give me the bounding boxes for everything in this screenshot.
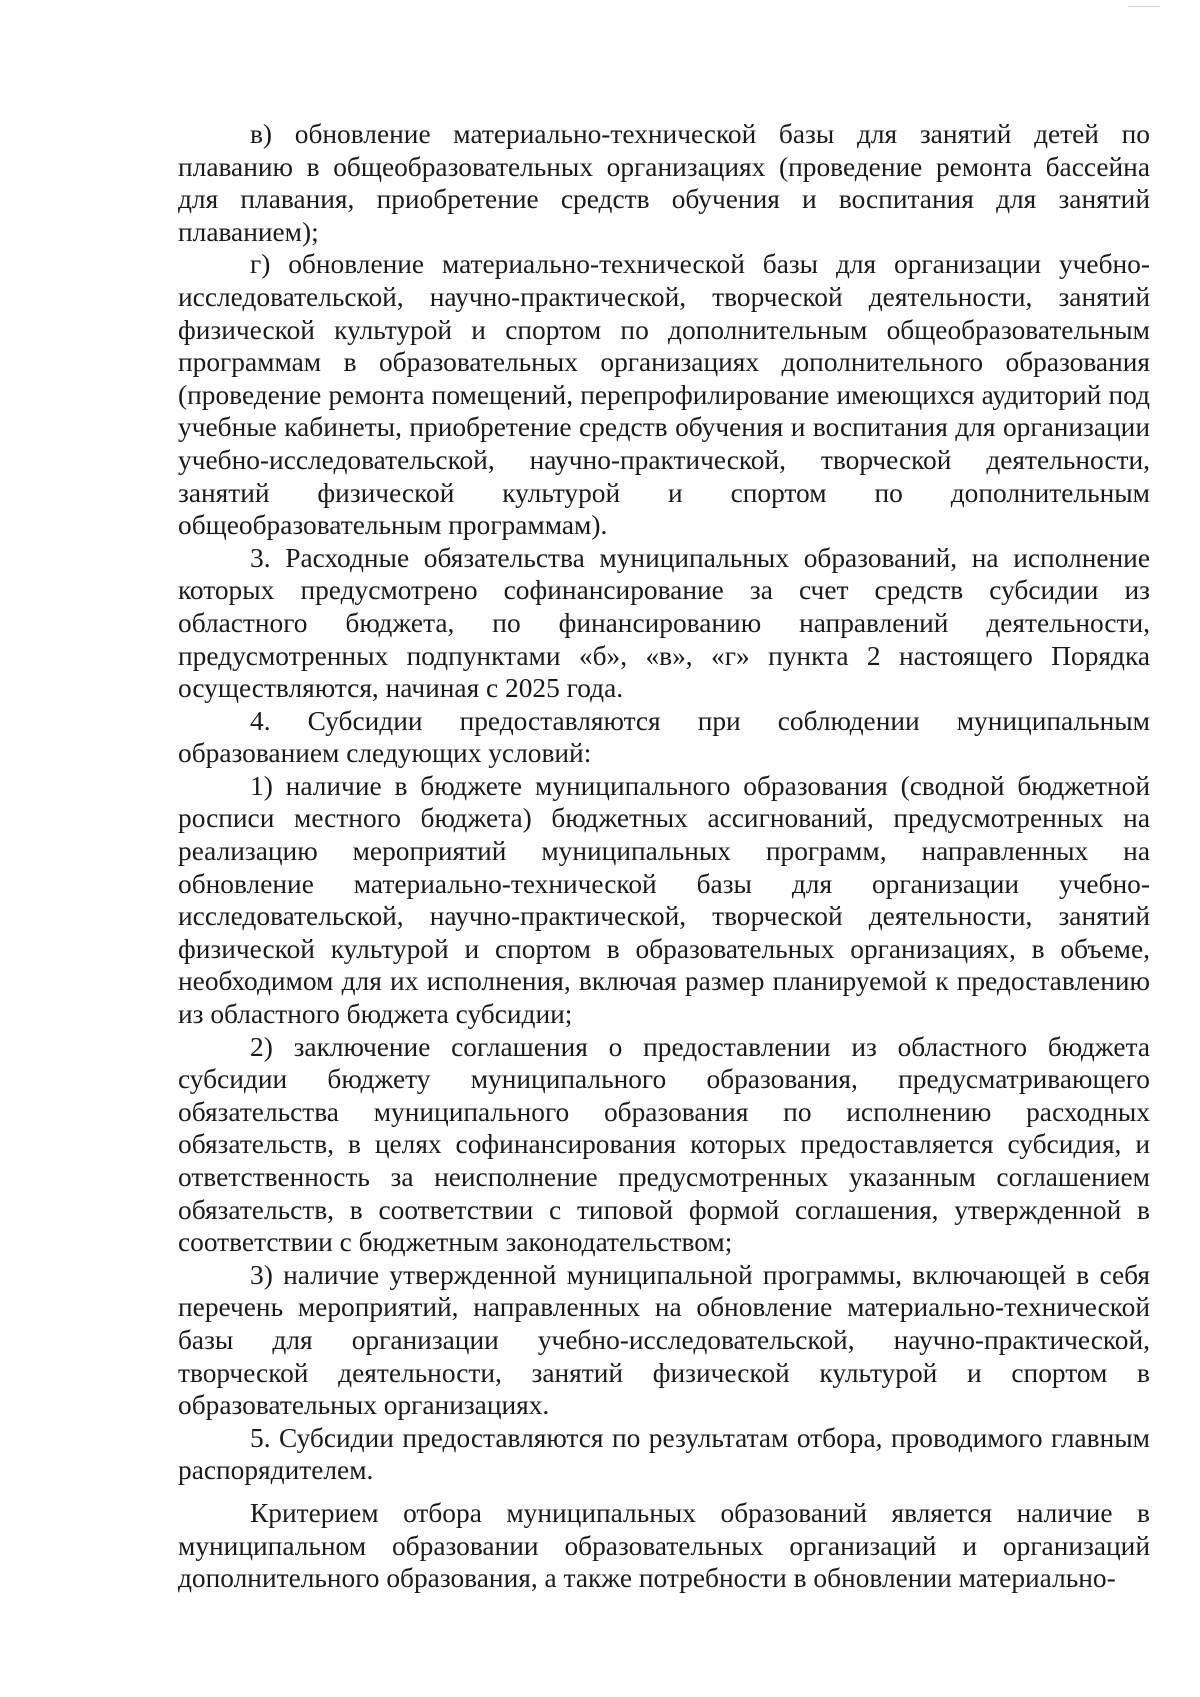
- paragraph-4: 4. Субсидии предоставляются при соблюдении муниципальным образованием следующих условий:: [178, 705, 1150, 769]
- paragraph-g: г) обновление материально-технической базы для организации учебно-исследовательской, научно-практической, творческой деятельности, занятий физической культурой и спортом по дополнительным общеобразовательным программам в образовательных организациях дополнительного образования (проведение ремонта помещений, перепрофилирование имеющихся аудиторий под учебные кабинеты, приобретение средств обучения и воспитания для организации учебно-исследовательской, научно-практической, творческой деятельности, занятий физической культурой и спортом по дополнительным общеобразовательным программам).: [178, 249, 1150, 541]
- paragraph-4-3: 3) наличие утвержденной муниципальной программы, включающей в себя перечень мероприятий, направленных на обновление материально-технической базы для организации учебно-исследовательской, научно-практической, творческой деятельности, занятий физической культурой и спортом в образовательных организациях.: [178, 1259, 1150, 1421]
- scan-artifact: [1128, 6, 1160, 7]
- paragraph-v: в) обновление материально-технической базы для занятий детей по плаванию в общеобразовательных организациях (проведение ремонта бассейна для плавания, приобретение средств обучения и воспитания для занятий плаванием);: [178, 119, 1150, 247]
- paragraph-3: 3. Расходные обязательства муниципальных образований, на исполнение которых предусмотрено софинансирование за счет средств субсидии из областного бюджета, по финансированию направлений деятельности, предусмотренных подпунктами «б», «в», «г» пункта 2 настоящего Порядка осуществляются, начиная с 2025 года.: [178, 542, 1150, 704]
- document-body: [178, 118, 1150, 1595]
- paragraph-4-1: 1) наличие в бюджете муниципального образования (сводной бюджетной росписи местного бюджета) бюджетных ассигнований, предусмотренных на реализацию мероприятий муниципальных программ, направленных на обновление материально-технической базы для организации учебно-исследовательской, научно-практической, творческой деятельности, занятий физической культурой и спортом в образовательных организациях, в объеме, необходимом для их исполнения, включая размер планируемой к предоставлению из областного бюджета субсидии;: [178, 770, 1150, 1030]
- paragraph-5: 5. Субсидии предоставляются по результатам отбора, проводимого главным распорядителем.: [178, 1422, 1150, 1486]
- paragraph-4-2: 2) заключение соглашения о предоставлении из областного бюджета субсидии бюджету муниципального образования, предусматривающего обязательства муниципального образования по исполнению расходных обязательств, в целях софинансирования которых предоставляется субсидия, и ответственность за неисполнение предусмотренных указанным соглашением обязательств, в соответствии с типовой формой соглашения, утвержденной в соответствии с бюджетным законодательством;: [178, 1031, 1150, 1258]
- paragraph-selection-criterion: Критерием отбора муниципальных образований является наличие в муниципальном образовании образовательных организаций и организаций дополнительного образования, а также потребности в обновлении материально-: [178, 1497, 1150, 1594]
